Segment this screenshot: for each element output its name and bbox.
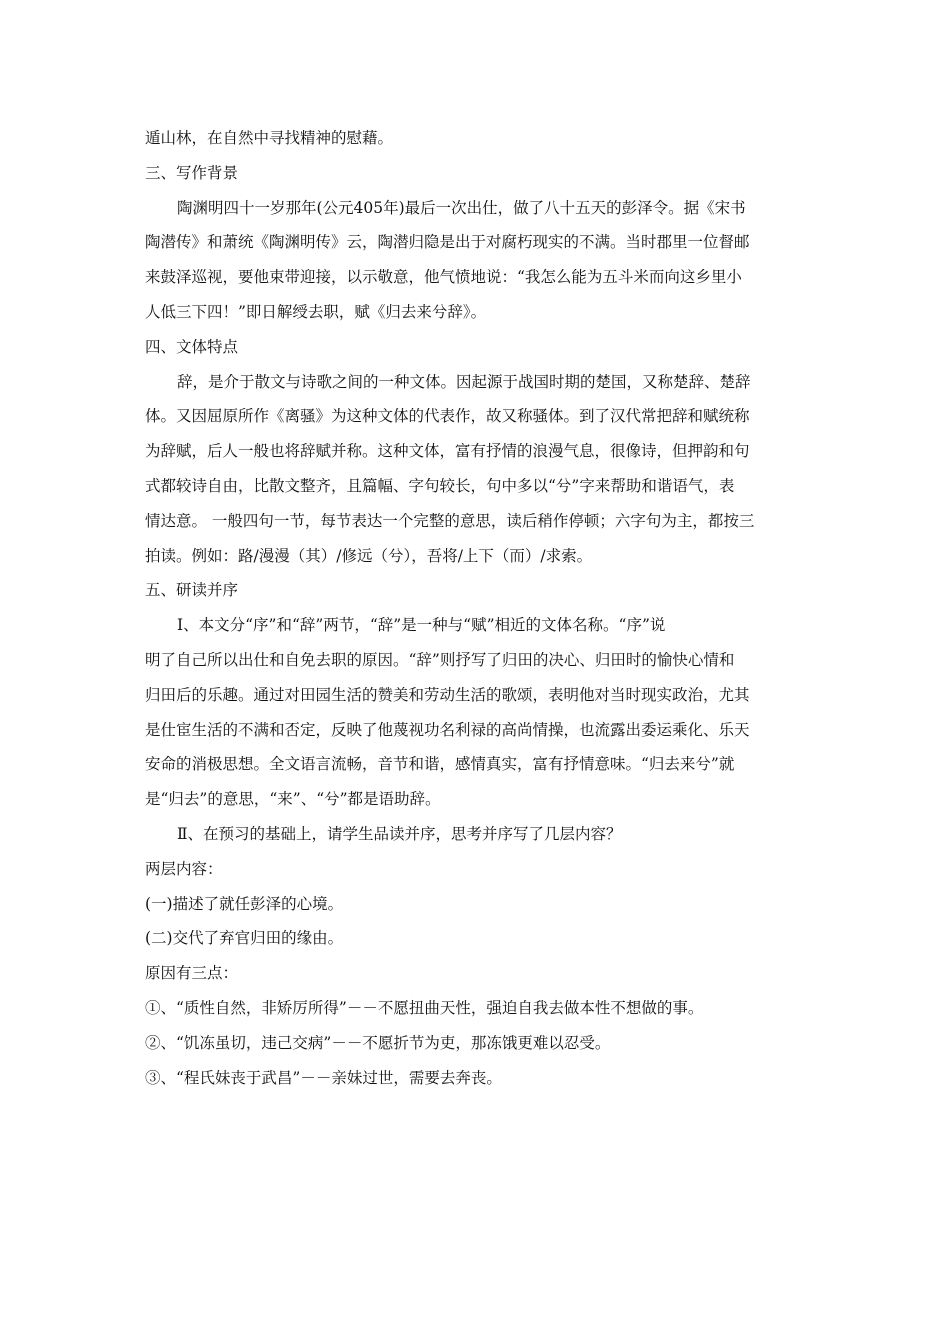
- text-line: 来鼓泽巡视，要他束带迎接，以示敬意，他气愤地说：“我怎么能为五斗米而向这乡里小: [145, 268, 742, 287]
- text-line: 是“归去”的意思，“来”、“兮”都是语助辞。: [145, 790, 441, 809]
- list-item: (二)交代了弃官归田的缘由。: [145, 929, 344, 948]
- text-line: 拍读。例如：路/漫漫（其）/修远（兮），吾将/上下（而）/求索。: [145, 546, 593, 565]
- text-line: Ⅰ、本文分“序”和“辞”两节，“辞”是一种与“赋”相近的文体名称。“序”说: [177, 616, 666, 635]
- text-line: 遁山林，在自然中寻找精神的慰藉。: [145, 129, 394, 147]
- text-line: 安命的消极思想。全文语言流畅，音节和谐，感情真实，富有抒情意味。“归去来兮”就: [145, 755, 735, 774]
- text-line: 式都较诗自由，比散文整齐，且篇幅、字句较长，句中多以“兮”字来帮助和谐语气，表: [145, 476, 735, 495]
- section-heading-genre: 四、文体特点: [145, 337, 239, 356]
- list-item: ①、“质性自然，非矫厉所得”－－不愿扭曲天性，强迫自我去做本性不想做的事。: [145, 998, 704, 1017]
- text-line: 明了自己所以出仕和自免去职的原因。“辞”则抒写了归田的决心、归田时的愉快心情和: [145, 650, 735, 669]
- text-line: 陶潜传》和萧统《陶渊明传》云，陶潜归隐是出于对腐朽现实的不满。当时郡里一位督邮: [145, 233, 750, 252]
- text-line: 辞，是介于散文与诗歌之间的一种文体。因起源于战国时期的楚国，又称楚辞、楚辞: [177, 372, 751, 391]
- list-item: ②、“饥冻虽切，违己交病”－－不愿折节为吏，那冻饿更难以忍受。: [145, 1033, 611, 1052]
- text-line: 归田后的乐趣。通过对田园生活的赞美和劳动生活的歌颂，表明他对当时现实政治，尤其: [145, 685, 750, 704]
- section-heading-study: 五、研读并序: [145, 581, 239, 600]
- section-heading-background: 三、写作背景: [145, 163, 239, 182]
- list-item: ③、“程氏妹丧于武昌”－－亲妹过世，需要去奔丧。: [145, 1068, 502, 1087]
- list-item: (一)描述了就任彭泽的心境。: [145, 894, 344, 913]
- text-line: 原因有三点：: [145, 964, 239, 983]
- text-line: 两层内容：: [145, 859, 223, 878]
- text-line: 陶渊明四十一岁那年(公元405年)最后一次出仕，做了八十五天的彭泽令。据《宋书: [177, 198, 746, 217]
- text-line: 情达意。 一般四句一节，每节表达一个完整的意思，读后稍作停顿；六字句为主，都按三: [145, 511, 755, 530]
- text-line: 是仕宦生活的不满和否定，反映了他蔑视功名利禄的高尚情操，也流露出委运乘化、乐天: [145, 720, 750, 739]
- document-body: [145, 121, 810, 1095]
- text-line: 为辞赋，后人一般也将辞赋并称。这种文体，富有抒情的浪漫气息，很像诗，但押韵和句: [145, 442, 750, 461]
- text-line: 人低三下四！”即日解绶去职，赋《归去来兮辞》。: [145, 302, 487, 321]
- text-line: Ⅱ、在预习的基础上，请学生品读并序，思考并序写了几层内容？: [177, 824, 622, 843]
- text-line: 体。又因屈原所作《离骚》为这种文体的代表作，故又称骚体。到了汉代常把辞和赋统称: [145, 407, 750, 426]
